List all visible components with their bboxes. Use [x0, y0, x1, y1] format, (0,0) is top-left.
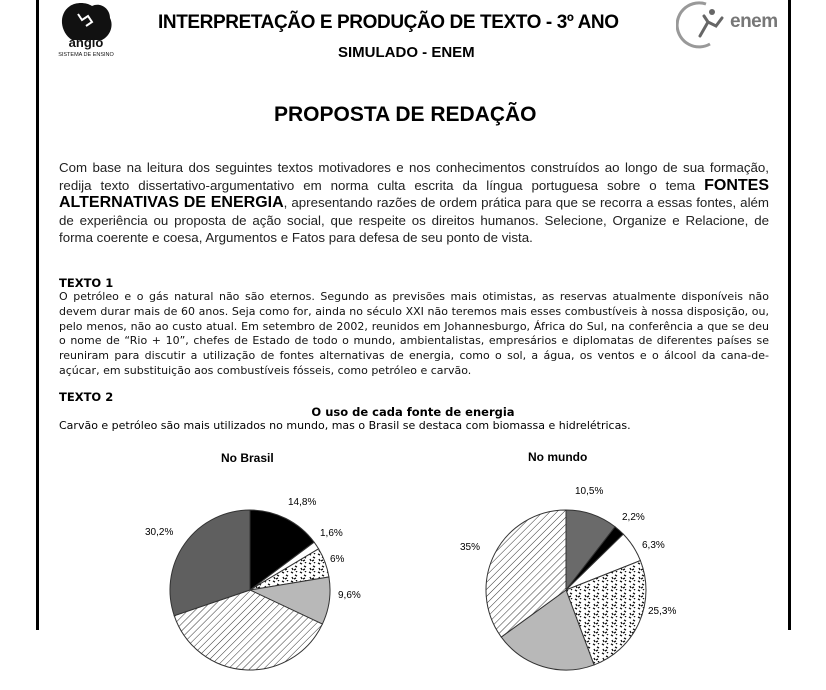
- texto1-heading: TEXTO 1: [59, 276, 114, 290]
- anglo-logo: [52, 0, 122, 58]
- pie-chart-mundo: [430, 486, 710, 690]
- pie-label-mundo-5: 35%: [460, 542, 481, 553]
- pie-title-mundo: No mundo: [528, 450, 588, 464]
- chart-title: O uso de cada fonte de energia: [311, 405, 515, 419]
- enem-logo-text: enem: [730, 11, 778, 32]
- header-subtitle: SIMULADO - ENEM: [338, 44, 475, 61]
- page-border-left: [36, 0, 39, 630]
- intro-text-start: Com base na leitura dos seguintes textos motivadores e nos conhecimentos construídos ao longo de sua formação, redija texto dissertativo-argumentativo em norma culta escrita da língua portuguesa sobre o tema: [59, 160, 769, 193]
- page-border-right: [788, 0, 791, 630]
- intro-text-end: , apresentando razões de ordem prática para que se recorra a essas fontes, além de experiência ou proposta de ação social, que respeite os direitos humanos. Selecione, Organize e Relacione, de forma coerente e coesa, Argumentos e Fatos para defesa de seu ponto de vista.: [59, 195, 769, 246]
- texto1-body: O petróleo e o gás natural não são eternos. Segundo as previsões mais otimistas, as reservas atualmente disponíveis não devem durar mais de 60 anos. Seja como for, ainda no século XXI não teremos mais esses combustíveis à nossa disposição, ou, pelo menos, não ao custo atual. Em setembro de 2002, reunidos em Johannesburgo, África do Sul, na conferência a que se deu o nome de “Rio + 10”, chefes de Estado de todo o mundo, ambientalistas, empresários e diplomatas de diferentes países se reuniram para discutir a utilização de fontes alternativas de energia, como o sol, a água, os ventos e o álcool da cana-de-açúcar, em substituição aos combustíveis fósseis, como petróleo e carvão.: [59, 290, 769, 377]
- proposal-title: PROPOSTA DE REDAÇÃO: [274, 103, 537, 126]
- pie-label-brasil-2: 6%: [330, 554, 345, 565]
- texto2-heading: TEXTO 2: [59, 390, 114, 404]
- pie-label-mundo-2: 6,3%: [642, 540, 665, 551]
- anglo-logo-subtext: SISTEMA DE ENSINO: [58, 52, 114, 58]
- pie-label-mundo-0: 10,5%: [575, 486, 604, 497]
- pie-title-brasil: No Brasil: [221, 451, 274, 465]
- chart-caption: Carvão e petróleo são mais utilizados no mundo, mas o Brasil se destaca com biomassa e hidrelétricas.: [59, 419, 631, 432]
- pie-label-mundo-1: 2,2%: [622, 512, 645, 523]
- pie-label-brasil-3: 9,6%: [338, 590, 361, 601]
- pie-label-brasil-5: 30,2%: [145, 527, 174, 538]
- anglo-logo-text: anglo: [68, 35, 104, 50]
- essay-theme: FONTES ALTERNATIVAS DE ENERGIA: [59, 176, 769, 212]
- pie-label-mundo-3: 25,3%: [648, 606, 677, 617]
- pie-label-brasil-1: 1,6%: [320, 528, 343, 539]
- pie-chart-brasil: [110, 490, 370, 690]
- intro-paragraph: [59, 159, 769, 247]
- header-title: INTERPRETAÇÃO E PRODUÇÃO DE TEXTO - 3º ANO: [158, 12, 619, 33]
- pie-label-brasil-0: 14,8%: [288, 497, 317, 508]
